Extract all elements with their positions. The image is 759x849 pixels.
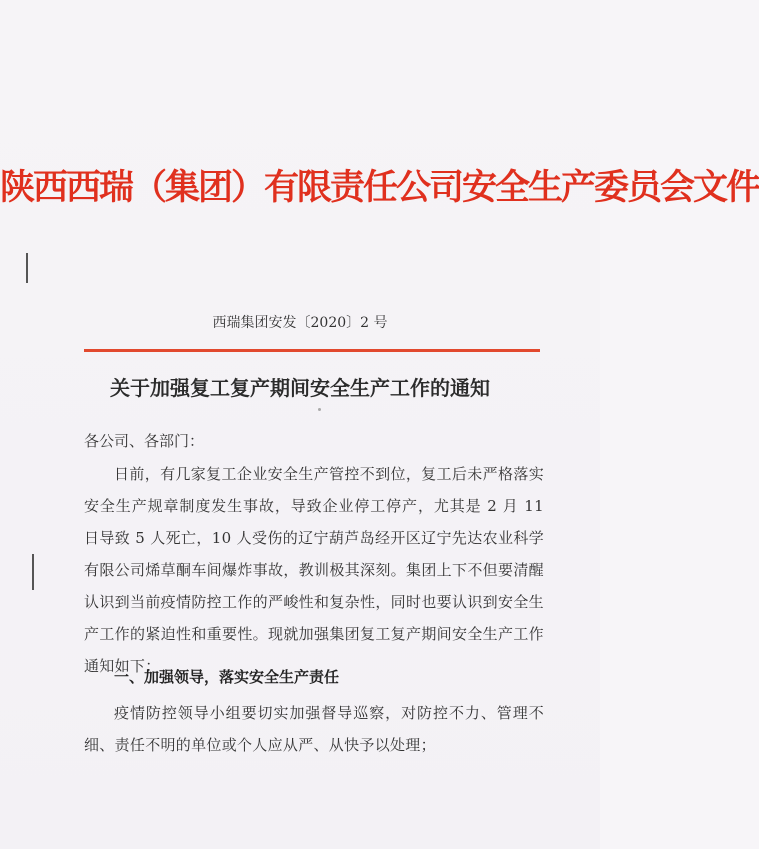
binding-mark [32, 554, 34, 590]
body-paragraph-1: 日前，有几家复工企业安全生产管控不到位，复工后未严格落实安全生产规章制度发生事故，导致企业停工停产，尤其是 2 月 11 日导致 5 人死亡，10 人受伤的辽宁葫芦岛经开区辽宁先达农业科学有限公司烯草酮车间爆炸事故，教训极其深刻。集团上下不但要清醒认识到当前疫情防控工作的严峻性和复杂性，同时也要认识到安全生产工作的紧迫性和重要性。现就加强集团复工复产期间安全生产工作通知如下： [84, 465, 544, 675]
salutation: 各公司、各部门： [84, 432, 205, 450]
document-header-title: 陕西西瑞（集团）有限责任公司安全生产委员会文件 [0, 167, 759, 208]
binding-mark [26, 253, 28, 283]
section-heading-1: 一、加强领导，落实安全生产责任 [114, 668, 340, 686]
scan-speck [318, 408, 321, 411]
document-number: 西瑞集团安发〔2020〕2 号 [212, 315, 388, 331]
notice-title: 关于加强复工复产期间安全生产工作的通知 [110, 376, 490, 400]
body-paragraph-2: 疫情防控领导小组要切实加强督导巡察，对防控不力、管理不细、责任不明的单位或个人应从严、从快予以处理； [84, 704, 544, 754]
red-divider-line [84, 349, 540, 352]
